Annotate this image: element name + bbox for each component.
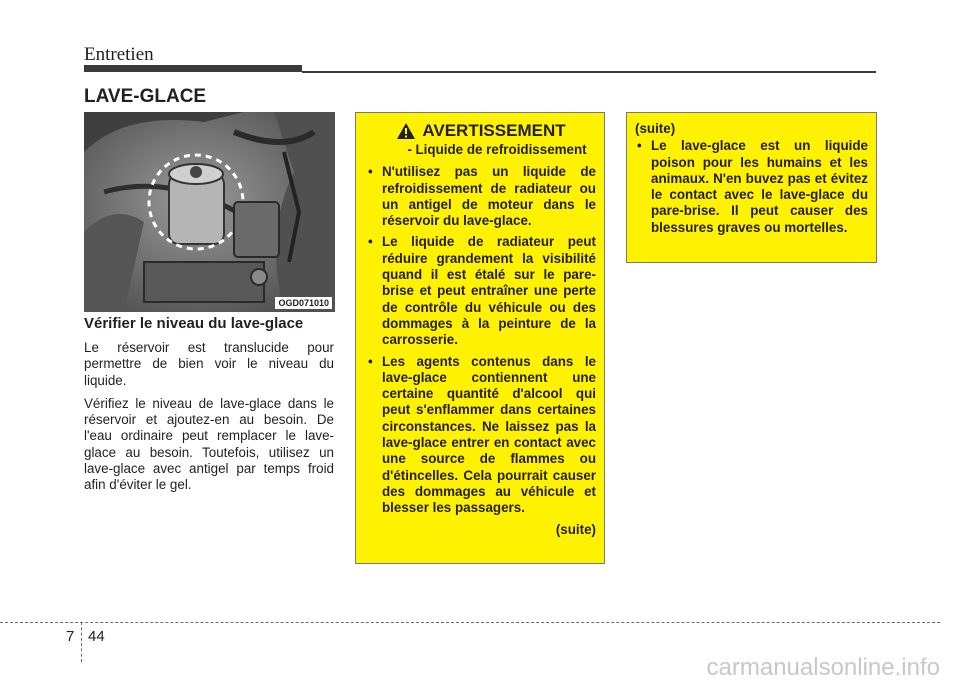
footer-rule	[0, 622, 940, 623]
page-number: 44	[88, 628, 105, 645]
paragraph: Vérifiez le niveau de lave-glace dans le réservoir et ajoutez-en au besoin. De l'eau ordinaire peut remplacer le lave-glace au besoin. Toutefois, utilisez un lave-glace avec antigel par temps froid afin d'éviter le gel.	[84, 395, 334, 493]
watermark: carmanualsonline.info	[706, 654, 940, 681]
warning-item-text: Les agents contenus dans le lave-glace contiennent une certaine quantité d'alcool qui peut s'enflammer dans certaines circonstances. Ne laissez pas la lave-glace entrer en contact avec une source de flammes ou d'étincelles. Cela pourrait causer des dommages au véhicule et blesser les passagers.	[382, 353, 596, 516]
bullet-icon: •	[368, 164, 373, 180]
warning-item	[366, 164, 596, 229]
chapter-title: Entretien	[84, 44, 154, 65]
header-rule	[302, 71, 876, 73]
warning-item-text: N'utilisez pas un liquide de refroidissement de radiateur ou un antigel de moteur dans le réservoir du lave-glace.	[382, 164, 596, 229]
bullet-icon: •	[368, 234, 373, 250]
paragraph: Le réservoir est translucide pour permettre de bien voir le niveau du liquide.	[84, 340, 334, 388]
warning-subtitle: - Liquide de refroidissement	[407, 142, 587, 157]
warning-header	[366, 122, 596, 140]
continued-label: (suite)	[635, 121, 676, 136]
warning-box	[355, 112, 605, 564]
warning-item-text: Le lave-glace est un liquide poison pour les humains et les animaux. N'en buvez pas et évitez le contact avec le lave-glace du pare-brise. Il peut causer des blessures graves ou mortelles.	[651, 138, 868, 235]
subsection-heading: Vérifier le niveau du lave-glace	[84, 315, 304, 332]
warning-item	[366, 234, 596, 348]
header-bar	[84, 65, 302, 72]
warning-triangle-icon	[396, 122, 416, 140]
warning-title: AVERTISSEMENT	[422, 120, 566, 140]
warning-item-text: Le liquide de radiateur peut réduire grandement la visibilité quand il est étalé sur le pare-brise et peut entraîner une perte de contrôle du véhicule ou des dommages à la peinture de la carrosserie.	[382, 234, 596, 348]
figure-code: OGD071010	[275, 297, 332, 309]
page-divider	[81, 622, 82, 662]
bullet-icon: •	[637, 138, 642, 154]
warning-item	[366, 354, 596, 517]
section-title: LAVE-GLACE	[84, 86, 207, 107]
continued-label: (suite)	[555, 521, 596, 537]
warning-box-continued	[626, 112, 877, 263]
engine-bay-illustration	[84, 112, 335, 312]
engine-bay-figure	[84, 112, 335, 312]
chapter-number: 7	[66, 628, 75, 645]
body-text	[84, 340, 334, 501]
bullet-icon: •	[368, 353, 373, 369]
warning-item	[635, 138, 868, 236]
